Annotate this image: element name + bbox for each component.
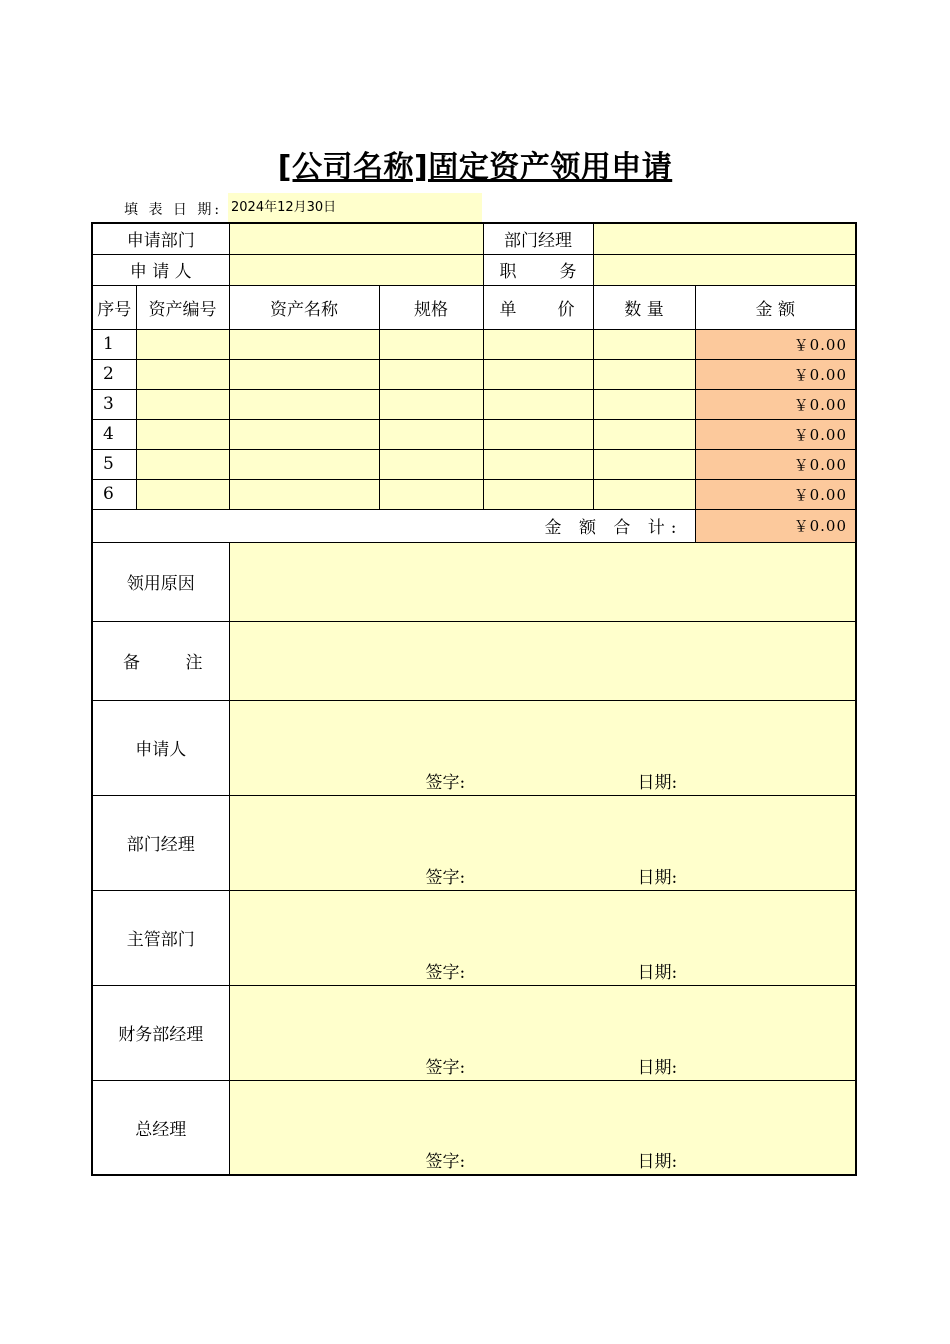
asset-name-cell[interactable]	[229, 479, 379, 509]
spec-cell[interactable]	[379, 389, 483, 419]
total-amount: ￥0.00	[695, 509, 856, 542]
signature-label: 总经理	[92, 1080, 229, 1175]
reason-label: 领用原因	[92, 542, 229, 621]
spec-cell[interactable]	[379, 479, 483, 509]
table-row	[92, 359, 856, 389]
sign-label: 签字:	[425, 962, 466, 983]
col-unit-price	[483, 285, 593, 329]
signature-field[interactable]	[229, 890, 856, 985]
reason-row	[92, 542, 856, 621]
apply-dept-field[interactable]	[229, 223, 483, 254]
table-row	[92, 449, 856, 479]
col-asset-name: 资产名称	[229, 285, 379, 329]
signature-row-applicant	[92, 700, 856, 795]
quantity-cell[interactable]	[593, 329, 695, 359]
date-label: 日期:	[637, 1152, 678, 1172]
col-seq: 序号	[92, 285, 136, 329]
applicant-label: 申 请 人	[92, 254, 229, 285]
amount-cell: ￥0.00	[695, 419, 856, 449]
table-row	[92, 479, 856, 509]
signature-row-supervising-dept	[92, 890, 856, 985]
amount-cell: ￥0.00	[695, 479, 856, 509]
dept-manager-field[interactable]	[593, 223, 856, 254]
col-unit-price-b: 价	[557, 299, 575, 320]
amount-cell: ￥0.00	[695, 449, 856, 479]
asset-code-cell[interactable]	[136, 419, 229, 449]
remark-field[interactable]	[229, 621, 856, 700]
position-label	[483, 254, 593, 285]
total-row	[92, 509, 856, 542]
asset-requisition-form	[91, 222, 857, 1176]
sign-label: 签字:	[425, 772, 466, 793]
reason-field[interactable]	[229, 542, 856, 621]
signature-label: 财务部经理	[92, 985, 229, 1080]
row-seq: 3	[92, 389, 136, 419]
position-label-b: 务	[559, 262, 577, 282]
dept-manager-label: 部门经理	[483, 223, 593, 254]
signature-label: 部门经理	[92, 795, 229, 890]
quantity-cell[interactable]	[593, 359, 695, 389]
unit-price-cell[interactable]	[483, 479, 593, 509]
asset-code-cell[interactable]	[136, 479, 229, 509]
row-seq: 4	[92, 419, 136, 449]
total-label: 金 额 合 计:	[92, 509, 695, 542]
col-asset-code: 资产编号	[136, 285, 229, 329]
unit-price-cell[interactable]	[483, 359, 593, 389]
unit-price-cell[interactable]	[483, 449, 593, 479]
asset-name-cell[interactable]	[229, 449, 379, 479]
remark-label	[92, 621, 229, 700]
remark-row	[92, 621, 856, 700]
position-label-a: 职	[499, 262, 517, 282]
date-label: 日期:	[637, 867, 678, 888]
spec-cell[interactable]	[379, 449, 483, 479]
quantity-cell[interactable]	[593, 419, 695, 449]
signature-field[interactable]	[229, 1080, 856, 1175]
apply-dept-label: 申请部门	[92, 223, 229, 254]
signature-row-dept-manager	[92, 795, 856, 890]
sign-label: 签字:	[425, 867, 466, 888]
table-row	[92, 389, 856, 419]
signature-row-general-manager	[92, 1080, 856, 1175]
amount-cell: ￥0.00	[695, 389, 856, 419]
signature-field[interactable]	[229, 985, 856, 1080]
spec-cell[interactable]	[379, 329, 483, 359]
asset-code-cell[interactable]	[136, 329, 229, 359]
amount-cell: ￥0.00	[695, 329, 856, 359]
sign-label: 签字:	[425, 1057, 466, 1078]
spec-cell[interactable]	[379, 359, 483, 389]
signature-field[interactable]	[229, 795, 856, 890]
signature-label: 主管部门	[92, 890, 229, 985]
row-seq: 1	[92, 329, 136, 359]
signature-field[interactable]	[229, 700, 856, 795]
signature-row-finance-manager	[92, 985, 856, 1080]
row-seq: 6	[92, 479, 136, 509]
items-header-row	[92, 285, 856, 329]
position-field[interactable]	[593, 254, 856, 285]
applicant-field[interactable]	[229, 254, 483, 285]
asset-name-cell[interactable]	[229, 419, 379, 449]
table-row	[92, 329, 856, 359]
fill-date-field[interactable]: 2024年12月30日	[228, 193, 482, 222]
page-title: [公司名称]固定资产领用申请	[277, 150, 673, 185]
spec-cell[interactable]	[379, 419, 483, 449]
col-amount: 金 额	[695, 285, 856, 329]
header-row-applicant	[92, 254, 856, 285]
asset-name-cell[interactable]	[229, 329, 379, 359]
unit-price-cell[interactable]	[483, 329, 593, 359]
unit-price-cell[interactable]	[483, 419, 593, 449]
asset-name-cell[interactable]	[229, 389, 379, 419]
date-label: 日期:	[637, 1057, 678, 1078]
quantity-cell[interactable]	[593, 389, 695, 419]
date-label: 日期:	[637, 962, 678, 983]
asset-code-cell[interactable]	[136, 359, 229, 389]
fill-date-label: 填 表 日 期:	[124, 202, 223, 218]
table-row	[92, 419, 856, 449]
asset-name-cell[interactable]	[229, 359, 379, 389]
row-seq: 5	[92, 449, 136, 479]
remark-label-b: 注	[185, 653, 203, 673]
amount-cell: ￥0.00	[695, 359, 856, 389]
row-seq: 2	[92, 359, 136, 389]
date-label: 日期:	[637, 772, 678, 793]
col-quantity: 数 量	[593, 285, 695, 329]
asset-code-cell[interactable]	[136, 389, 229, 419]
unit-price-cell[interactable]	[483, 389, 593, 419]
quantity-cell[interactable]	[593, 479, 695, 509]
col-unit-price-a: 单	[499, 299, 517, 320]
col-spec: 规格	[379, 285, 483, 329]
asset-code-cell[interactable]	[136, 449, 229, 479]
header-row-dept	[92, 223, 856, 254]
quantity-cell[interactable]	[593, 449, 695, 479]
signature-label: 申请人	[92, 700, 229, 795]
sign-label: 签字:	[425, 1152, 466, 1172]
remark-label-a: 备	[123, 653, 140, 673]
